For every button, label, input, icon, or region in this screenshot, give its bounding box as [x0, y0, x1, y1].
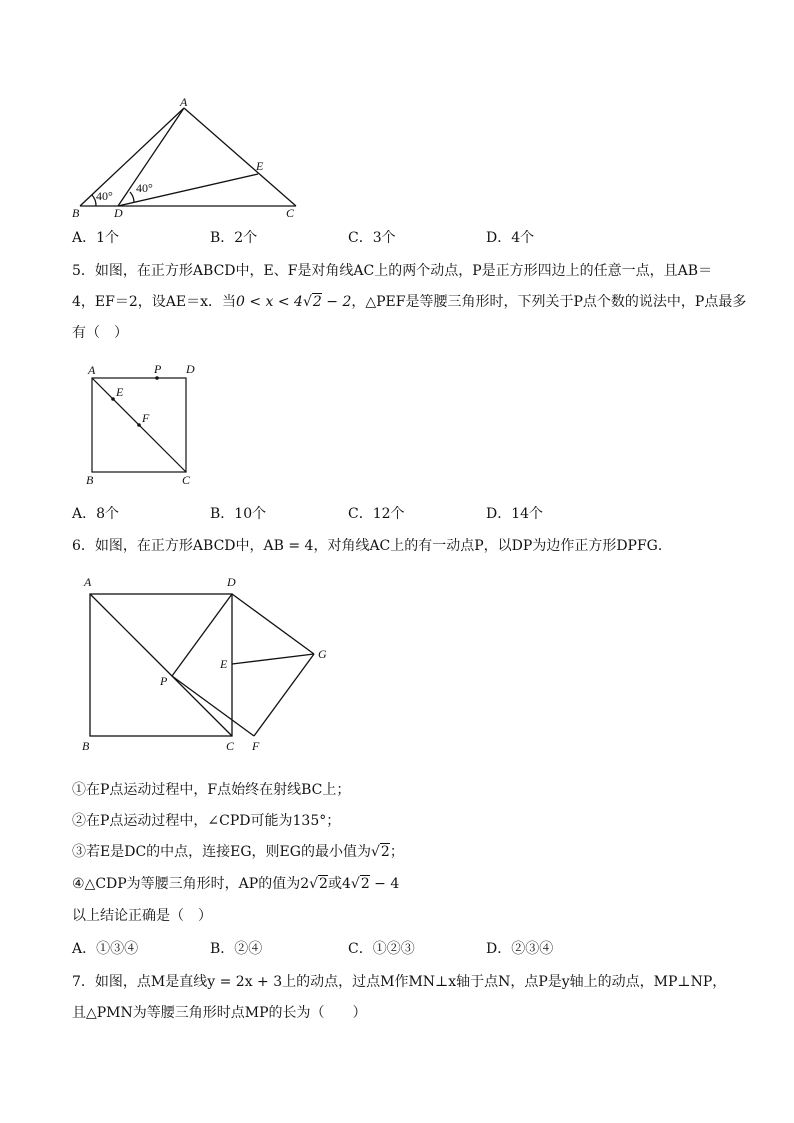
q4-angle-d: 40°	[136, 181, 153, 195]
q6-label-f: F	[252, 739, 260, 753]
q5-text-line3: 有（ ）	[72, 325, 128, 341]
q4-option-b[interactable]: B．2个	[210, 230, 258, 246]
q4-option-a[interactable]: A．1个	[72, 230, 120, 246]
q4-label-e: E	[256, 159, 264, 173]
q4-option-c[interactable]: C．3个	[348, 230, 396, 246]
q5-option-b[interactable]: B．10个	[210, 506, 267, 522]
q4-label-c: C	[286, 206, 295, 220]
q4-label-d: D	[114, 206, 123, 220]
q6-label-c: C	[226, 739, 235, 753]
q6-option-a[interactable]: A．①③④	[72, 941, 139, 957]
q6-label-p: P	[160, 674, 168, 688]
q6-text-line1: 6．如图，在正方形ABCD中，AB = 4，对角线AC上的有一动点P，以DP为边作正方形DPFG．	[72, 538, 672, 554]
q6-statement-4: ④△CDP为等腰三角形时，AP的值为2√2或4√2 − 4	[72, 876, 400, 892]
q6-label-g: G	[318, 647, 327, 661]
q5-option-d[interactable]: D．14个	[486, 506, 544, 522]
q4-angle-b: 40°	[96, 189, 113, 203]
q5-label-p: P	[154, 362, 162, 376]
q6-figure	[78, 572, 348, 758]
q6-option-c[interactable]: C．①②③	[348, 941, 415, 957]
q5-label-f: F	[142, 411, 150, 425]
q6-statement-2: ②在P点运动过程中，∠CPD可能为135°；	[72, 813, 341, 829]
q5-option-a[interactable]: A．8个	[72, 506, 120, 522]
q5-label-d: D	[186, 362, 195, 376]
q5-label-c: C	[182, 473, 191, 487]
q6-option-b[interactable]: B．②④	[210, 941, 263, 957]
q5-label-e: E	[116, 385, 124, 399]
q6-statement-1: ①在P点运动过程中，F点始终在射线BC上；	[72, 782, 351, 798]
q4-label-a: A	[180, 96, 188, 109]
q5-text-line1: 5．如图，在正方形ABCD中，E、F是对角线AC上的两个动点，P是正方形四边上的任意一点，且AB＝	[72, 263, 713, 279]
q6-statement-3: ③若E是DC的中点，连接EG，则EG的最小值为√2；	[72, 844, 404, 860]
q4-figure	[70, 96, 310, 222]
q6-option-d[interactable]: D．②③④	[486, 941, 554, 957]
q6-label-a: A	[84, 575, 92, 589]
q5-text-line2	[72, 293, 746, 311]
q5-label-b: B	[86, 473, 94, 487]
q6-label-e: E	[220, 657, 228, 671]
q7-text-line2: 且△PMN为等腰三角形时点MP的长为（ ）	[72, 1005, 367, 1021]
q5-condition: 0 < x < 4√2 − 2	[235, 294, 352, 310]
q6-label-b: B	[82, 739, 90, 753]
q5-text-line2-start: 4，EF＝2，设AE＝x．当	[72, 294, 236, 310]
q7-text-line1: 7．如图，点M是直线y = 2x + 3上的动点，过点M作MN⊥x轴于点N，点P是y轴上的动点，MP⊥NP，	[72, 974, 727, 990]
q5-option-c[interactable]: C．12个	[348, 506, 405, 522]
q5-figure	[80, 360, 210, 490]
q5-label-a: A	[88, 363, 96, 377]
q6-question: 以上结论正确是（ ）	[72, 908, 212, 924]
q4-label-b: B	[72, 206, 80, 220]
q5-text-line2-end: ，△PEF是等腰三角形时，下列关于P点个数的说法中，P点最多	[351, 294, 747, 310]
q4-option-d[interactable]: D．4个	[486, 230, 535, 246]
q6-label-d: D	[227, 575, 236, 589]
